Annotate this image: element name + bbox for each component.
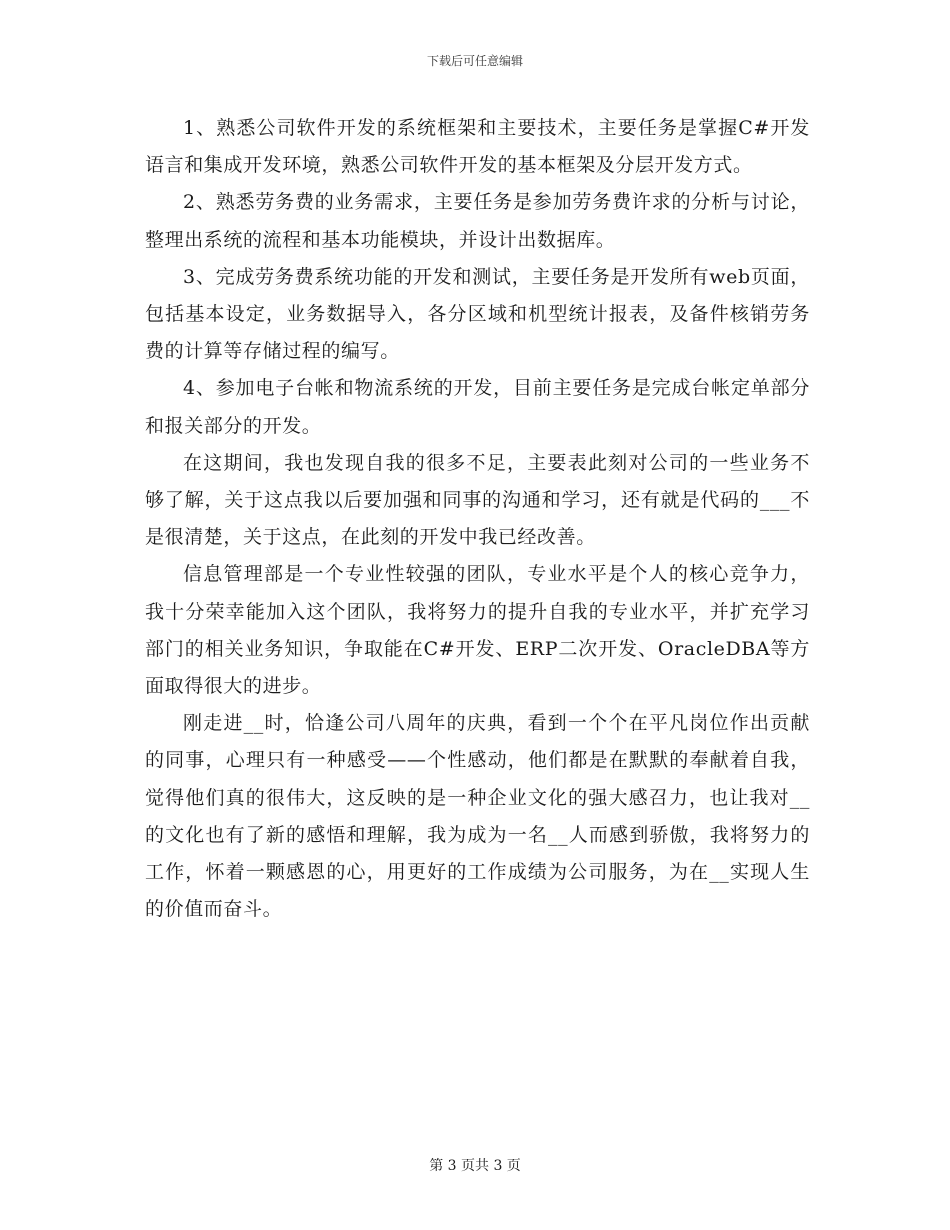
paragraph-4: 4、参加电子台帐和物流系统的开发，目前主要任务是完成台帐定单部分和报关部分的开发。 [145, 377, 810, 437]
page-footer: 第 3 页共 3 页 [429, 1158, 521, 1174]
paragraph-5: 在这期间，我也发现自我的很多不足，主要表此刻对公司的一些业务不够了解，关于这点我以后要加强和同事的沟通和学习，还有就是代码的___不是很清楚，关于这点，在此刻的开发中我已经改善。 [145, 451, 810, 549]
page-header: 下载后可任意编辑 [426, 54, 523, 68]
paragraph-6: 信息管理部是一个专业性较强的团队，专业水平是个人的核心竞争力，我十分荣幸能加入这个团队，我将努力的提升自我的专业水平，并扩充学习部门的相关业务知识，争取能在C#开发、ERP二次开发、OracleDBA等方面取得很大的进步。 [145, 563, 810, 698]
paragraph-7: 刚走进__时，恰逢公司八周年的庆典，看到一个个在平凡岗位作出贡献的同事，心理只有一种感受——个性感动，他们都是在默默的奉献着自我，觉得他们真的很伟大，这反映的是一种企业文化的强大感召力，也让我对__的文化也有了新的感悟和理解，我为成为一名__人而感到骄傲，我将努力的工作，怀着一颗感恩的心，用更好的工作成绩为公司服务，为在__实现人生的价值而奋斗。 [145, 712, 810, 921]
paragraph-2: 2、熟悉劳务费的业务需求，主要任务是参加劳务费许求的分析与讨论，整理出系统的流程和基本功能模块，并设计出数据库。 [145, 191, 810, 251]
paragraph-1: 1、熟悉公司软件开发的系统框架和主要技术，主要任务是掌握C#开发语言和集成开发环境，熟悉公司软件开发的基本框架及分层开发方式。 [145, 117, 810, 177]
paragraph-3: 3、完成劳务费系统功能的开发和测试，主要任务是开发所有web页面，包括基本设定，业务数据导入，各分区域和机型统计报表，及备件核销劳务费的计算等存储过程的编写。 [145, 265, 810, 363]
document-body [145, 110, 810, 928]
